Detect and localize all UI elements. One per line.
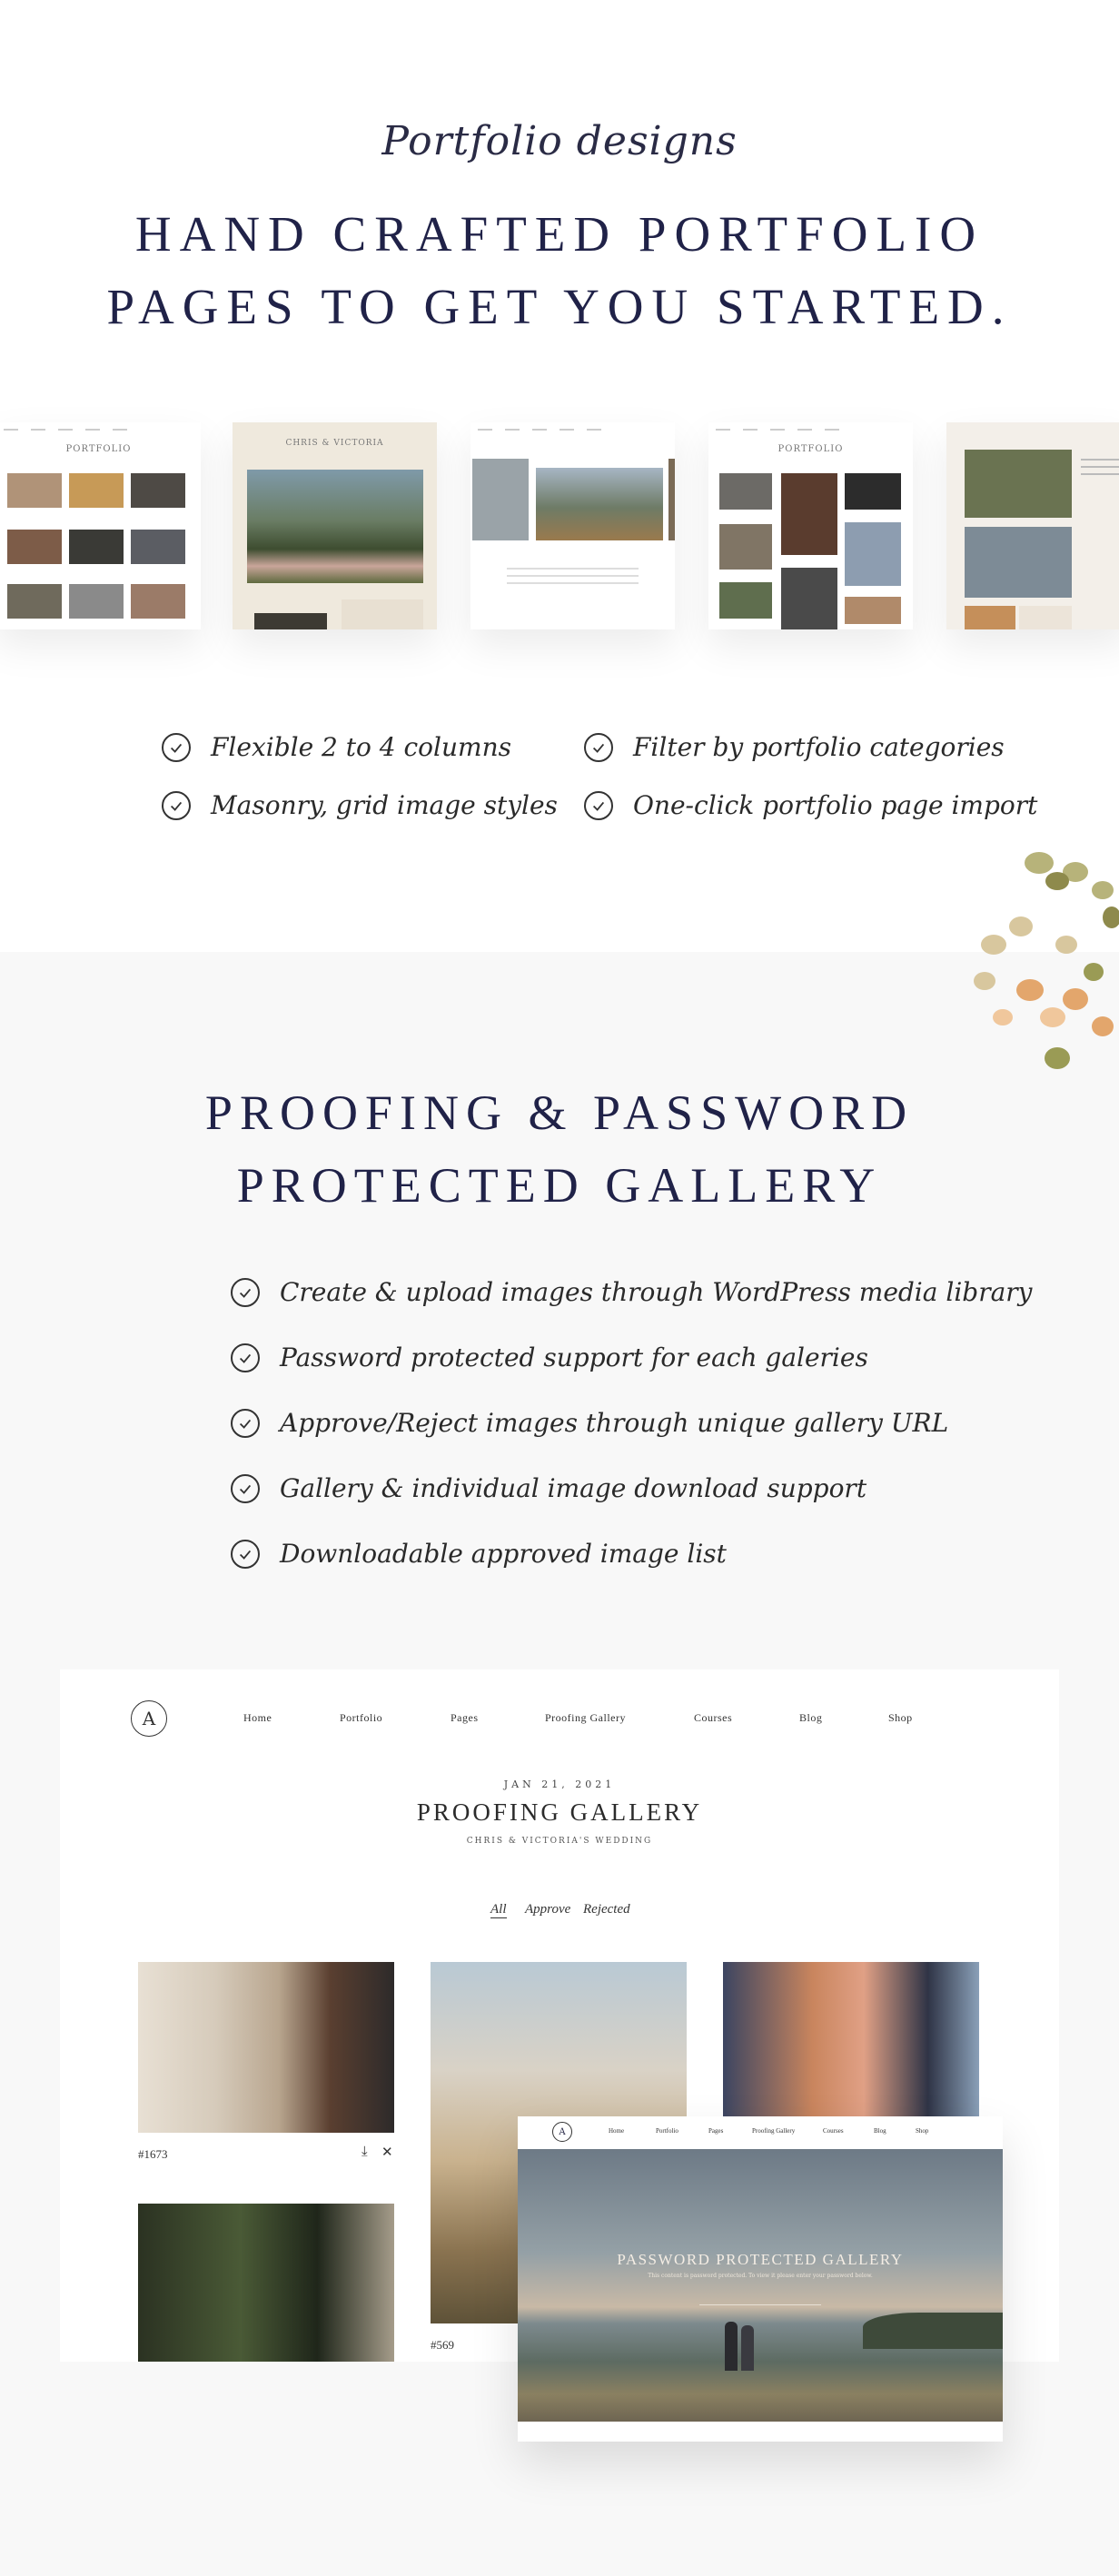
nav-item-pages[interactable]: Pages: [708, 2127, 724, 2135]
check-circle-icon: [584, 733, 613, 762]
thumbnail-nav: [470, 422, 675, 437]
gallery-feature: [231, 1408, 948, 1438]
check-circle-icon: [584, 791, 613, 820]
nav-item-courses[interactable]: Courses: [694, 1711, 733, 1724]
portfolio-feature: [162, 732, 511, 762]
gallery-section-heading: [0, 1076, 1119, 1222]
site-logo[interactable]: A: [131, 1700, 167, 1737]
portfolio-feature: [584, 732, 1005, 762]
hero-heading-line2: PAGES TO GET YOU STARTED.: [106, 279, 1013, 334]
portfolio-feature-label: One-click portfolio page import: [633, 790, 1038, 820]
download-icon[interactable]: ⤓: [361, 2145, 368, 2159]
portfolio-thumbnail-2[interactable]: [233, 422, 437, 629]
gallery-feature: [231, 1277, 1032, 1307]
close-icon[interactable]: ✕: [381, 2145, 393, 2160]
nav-item-portfolio[interactable]: Portfolio: [340, 1711, 383, 1724]
gallery-photo[interactable]: [138, 1962, 394, 2133]
beach-couple-photo: [518, 2149, 1003, 2422]
gallery-feature-label: Create & upload images through WordPress media library: [280, 1277, 1033, 1307]
photo-id: #1673: [138, 2147, 168, 2161]
portfolio-feature-label: Flexible 2 to 4 columns: [211, 732, 511, 762]
portfolio-feature-label: Filter by portfolio categories: [633, 732, 1005, 762]
nav-item-portfolio[interactable]: Portfolio: [656, 2127, 678, 2135]
filter-approve[interactable]: Approve: [525, 1902, 571, 1917]
gallery-subtitle: CHRIS & VICTORIA'S WEDDING: [466, 1837, 653, 1846]
ginkgo-leaves-decoration: [966, 845, 1119, 1081]
nav-item-shop[interactable]: Shop: [888, 1711, 913, 1724]
gallery-feature-label: Downloadable approved image list: [280, 1539, 727, 1569]
check-circle-icon: [231, 1409, 260, 1438]
check-circle-icon: [231, 1278, 260, 1307]
portfolio-feature: [584, 790, 1037, 820]
filter-all[interactable]: All: [490, 1902, 507, 1917]
gallery-heading-line2: PROTECTED GALLERY: [236, 1158, 883, 1213]
portfolio-feature: [162, 790, 558, 820]
nav-item-pages[interactable]: Pages: [451, 1711, 479, 1724]
gallery-feature: [231, 1473, 866, 1503]
password-input[interactable]: [699, 2294, 821, 2305]
check-circle-icon: [231, 1343, 260, 1372]
hero-heading: [0, 198, 1119, 343]
portfolio-script-title: Portfolio designs: [381, 118, 738, 164]
gallery-feature: [231, 1539, 727, 1569]
gallery-date: JAN 21, 2021: [503, 1778, 616, 1790]
thumbnail-caption: CHRIS & VICTORIA: [285, 439, 384, 448]
portfolio-thumbnail-4[interactable]: [708, 422, 913, 629]
check-circle-icon: [231, 1540, 260, 1569]
password-gallery-title: PASSWORD PROTECTED GALLERY: [617, 2251, 904, 2268]
gallery-photo[interactable]: [723, 1962, 979, 2118]
nav-item-courses[interactable]: Courses: [823, 2127, 844, 2135]
gallery-feature-label: Password protected support for each galeries: [280, 1342, 868, 1372]
portfolio-thumbnail-3[interactable]: [470, 422, 675, 629]
gallery-feature-label: Gallery & individual image download support: [280, 1473, 867, 1503]
check-circle-icon: [231, 1474, 260, 1503]
gallery-feature: [231, 1342, 868, 1372]
nav-item-blog[interactable]: Blog: [799, 1711, 823, 1724]
nav-item-proofing-gallery[interactable]: Proofing Gallery: [752, 2127, 796, 2135]
password-protected-mockup: [518, 2116, 1003, 2442]
nav-item-blog[interactable]: Blog: [874, 2127, 886, 2135]
filter-rejected[interactable]: Rejected: [583, 1902, 630, 1917]
gallery-photo[interactable]: [138, 2204, 394, 2362]
check-circle-icon: [162, 791, 191, 820]
portfolio-thumbnail-1[interactable]: [0, 422, 201, 629]
nav-item-home[interactable]: Home: [609, 2127, 625, 2135]
portfolio-thumbnail-5[interactable]: [946, 422, 1119, 629]
hero-heading-line1: HAND CRAFTED PORTFOLIO: [134, 206, 985, 262]
thumbnail-caption: PORTFOLIO: [777, 444, 844, 454]
nav-item-home[interactable]: Home: [243, 1711, 272, 1724]
gallery-heading-line1: PROOFING & PASSWORD: [204, 1085, 915, 1140]
thumbnail-caption: PORTFOLIO: [65, 444, 132, 454]
check-circle-icon: [162, 733, 191, 762]
password-gallery-subtitle: This content is password protected. To view it please enter your password below.: [648, 2273, 873, 2279]
thumbnail-nav: [708, 422, 913, 437]
gallery-title: PROOFING GALLERY: [416, 1798, 703, 1826]
nav-item-shop[interactable]: Shop: [916, 2127, 929, 2135]
photo-id: #569: [431, 2338, 454, 2352]
site-logo[interactable]: A: [552, 2122, 572, 2142]
nav-item-proofing-gallery[interactable]: Proofing Gallery: [545, 1711, 626, 1724]
thumbnail-nav: [0, 422, 201, 437]
gallery-feature-label: Approve/Reject images through unique gallery URL: [280, 1408, 949, 1438]
portfolio-feature-label: Masonry, grid image styles: [211, 790, 558, 820]
